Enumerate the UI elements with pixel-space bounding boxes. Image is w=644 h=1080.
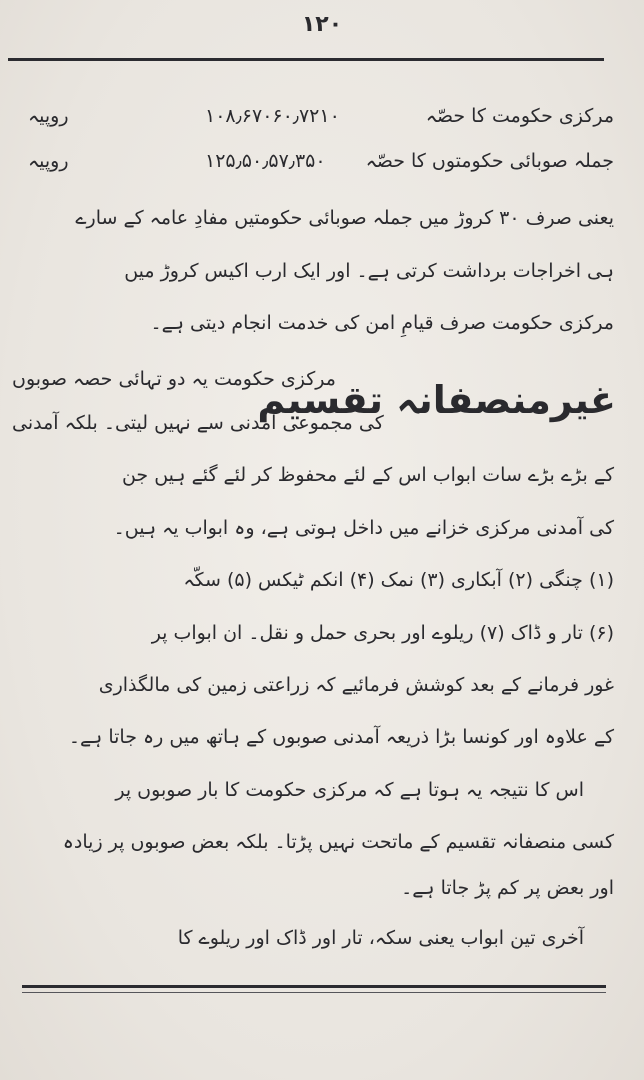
text-line: ہی اخراجات برداشت کرتی ہے۔ اور ایک ارب اکیس کروڑ میں bbox=[124, 260, 614, 282]
text-line: (۶) تار و ڈاک (۷) ریلوے اور بحری حمل و نقل۔ ان ابواب پر bbox=[151, 622, 614, 644]
bottom-rule-thin bbox=[22, 992, 606, 993]
table-row-label: مرکزی حکومت کا حصّہ bbox=[425, 105, 614, 127]
text-line: (۱) چنگی (۲) آبکاری (۳) نمک (۴) انکم ٹیکس (۵) سکّہ bbox=[183, 569, 614, 591]
text-line: کی آمدنی مرکزی خزانے میں داخل ہوتی ہے، وہ ابواب یہ ہیں۔ bbox=[113, 517, 614, 539]
text-line: اور بعض پر کم پڑ جاتا ہے۔ bbox=[401, 877, 614, 899]
text-line: غور فرمانے کے بعد کوشش فرمائیے کہ زراعتی زمین کی مالگذاری bbox=[98, 674, 614, 696]
text-line: آخری تین ابواب یعنی سکہ، تار اور ڈاک اور ریلوے کا bbox=[177, 927, 584, 949]
table-row-unit: روپیہ bbox=[28, 150, 69, 172]
text-line: کی مجموعی آمدنی سے نہیں لیتی۔ بلکہ آمدنی bbox=[12, 412, 384, 434]
section-heading: غیرمنصفانہ تقسیم bbox=[257, 378, 616, 422]
page-number: ۱۲۰ bbox=[301, 12, 343, 37]
text-line: یعنی صرف ۳۰ کروڑ میں جملہ صوبائی حکومتیں مفادِ عامہ کے سارے bbox=[75, 207, 614, 229]
text-line: مرکزی حکومت یہ دو تہائی حصہ صوبوں bbox=[12, 368, 336, 390]
text-line: کے علاوہ اور کونسا بڑا ذریعہ آمدنی صوبوں کے ہاتھ میں رہ جاتا ہے۔ bbox=[68, 726, 614, 748]
table-row-unit: روپیہ bbox=[28, 105, 69, 127]
top-rule bbox=[8, 58, 604, 61]
text-line: کے بڑے بڑے سات ابواب اس کے لئے محفوظ کر لئے گئے ہیں جن bbox=[121, 464, 614, 486]
table-row-value: ۱۰۸٫۶۷۰۶۰٫۷۲۱۰ bbox=[205, 105, 340, 127]
text-line: اس کا نتیجہ یہ ہوتا ہے کہ مرکزی حکومت کا بار صوبوں پر bbox=[115, 779, 584, 801]
text-line: مرکزی حکومت صرف قیامِ امن کی خدمت انجام دیتی ہے۔ bbox=[150, 312, 614, 334]
table-row-label: جملہ صوبائی حکومتوں کا حصّہ bbox=[365, 150, 614, 172]
text-line: کسی منصفانہ تقسیم کے ماتحت نہیں پڑتا۔ بلکہ بعض صوبوں پر زیادہ bbox=[62, 831, 614, 853]
table-row-value: ۱۲۵٫۵۰٫۵۷٫۳۵۰ bbox=[205, 150, 326, 172]
bottom-rule bbox=[22, 985, 606, 988]
